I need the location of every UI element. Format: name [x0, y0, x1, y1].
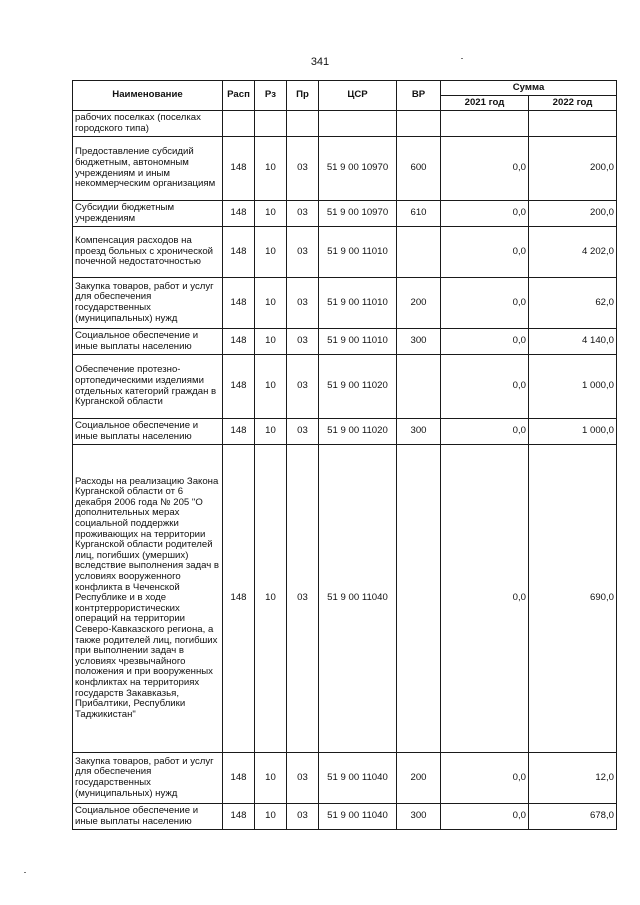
cell-pr: 03 [287, 804, 319, 830]
cell-rasp: 148 [223, 355, 255, 419]
cell-y1: 0,0 [441, 227, 529, 278]
cell-rz [255, 111, 287, 137]
table-row [73, 201, 617, 227]
cell-y1: 0,0 [441, 753, 529, 804]
cell-pr: 03 [287, 137, 319, 201]
table-row [73, 753, 617, 804]
cell-rasp: 148 [223, 278, 255, 329]
cell-vr: 200 [397, 278, 441, 329]
cell-csr: 51 9 00 11040 [319, 753, 397, 804]
col-header-name: Наименование [73, 81, 223, 111]
cell-vr: 300 [397, 419, 441, 445]
cell-rasp [223, 111, 255, 137]
cell-vr [397, 355, 441, 419]
cell-y1: 0,0 [441, 355, 529, 419]
cell-csr: 51 9 00 10970 [319, 201, 397, 227]
cell-y1: 0,0 [441, 445, 529, 753]
cell-name: Субсидии бюджетным учреждениям [73, 201, 223, 227]
col-header-sum: Сумма [441, 81, 617, 96]
cell-rz: 10 [255, 227, 287, 278]
cell-rasp: 148 [223, 329, 255, 355]
cell-y1: 0,0 [441, 419, 529, 445]
cell-csr: 51 9 00 11040 [319, 804, 397, 830]
cell-y2: 1 000,0 [529, 419, 617, 445]
cell-rz: 10 [255, 355, 287, 419]
col-header-2022: 2022 год [529, 96, 617, 111]
col-header-rz: Рз [255, 81, 287, 111]
cell-rz: 10 [255, 329, 287, 355]
cell-rasp: 148 [223, 419, 255, 445]
cell-pr: 03 [287, 753, 319, 804]
cell-csr: 51 9 00 11010 [319, 227, 397, 278]
cell-rz: 10 [255, 445, 287, 753]
cell-y2: 200,0 [529, 137, 617, 201]
cell-name: Предоставление субсидий бюджетным, автономным учреждениям и иным некоммерческим организациям [73, 137, 223, 201]
cell-y2: 200,0 [529, 201, 617, 227]
col-header-csr: ЦСР [319, 81, 397, 111]
page-number: 341 [310, 56, 330, 68]
cell-pr: 03 [287, 201, 319, 227]
cell-name: рабочих поселках (поселках городского типа) [73, 111, 223, 137]
cell-y1: 0,0 [441, 278, 529, 329]
cell-y1: 0,0 [441, 804, 529, 830]
cell-name: Компенсация расходов на проезд больных с хронической почечной недостаточностью [73, 227, 223, 278]
cell-vr: 300 [397, 804, 441, 830]
cell-name: Расходы на реализацию Закона Курганской области от 6 декабря 2006 года № 205 "О дополнительных мерах социальной поддержки проживающих на территории Курганской области родителей лиц, погибших (умерших) вследствие выполнения задач в условиях вооруженного конфликта в Чеченской Республике и в ходе контртеррористических операций на территории Северо-Кавказского региона, а также родителей лиц, погибших при выполнении задач в условиях чрезвычайного положения и при вооруженных конфликтах на территориях государств Закавказья, Прибалтики, Республики Таджикистан" [73, 445, 223, 753]
table-row [73, 111, 617, 137]
cell-y1: 0,0 [441, 329, 529, 355]
col-header-rasp: Расп [223, 81, 255, 111]
cell-rz: 10 [255, 804, 287, 830]
cell-name: Социальное обеспечение и иные выплаты населению [73, 329, 223, 355]
header-row [73, 81, 617, 96]
cell-pr [287, 111, 319, 137]
table-row [73, 137, 617, 201]
cell-pr: 03 [287, 445, 319, 753]
cell-csr: 51 9 00 11040 [319, 445, 397, 753]
cell-rz: 10 [255, 137, 287, 201]
scan-speck [24, 872, 26, 873]
cell-vr: 610 [397, 201, 441, 227]
cell-y2: 62,0 [529, 278, 617, 329]
cell-y2: 4 140,0 [529, 329, 617, 355]
table-row [73, 804, 617, 830]
cell-vr [397, 227, 441, 278]
cell-rasp: 148 [223, 804, 255, 830]
cell-rasp: 148 [223, 445, 255, 753]
cell-rasp: 148 [223, 227, 255, 278]
col-header-2021: 2021 год [441, 96, 529, 111]
cell-name: Обеспечение протезно-ортопедическими изделиями отдельных категорий граждан в Курганской области [73, 355, 223, 419]
cell-pr: 03 [287, 419, 319, 445]
cell-rz: 10 [255, 201, 287, 227]
cell-vr: 200 [397, 753, 441, 804]
table-row [73, 227, 617, 278]
col-header-pr: Пр [287, 81, 319, 111]
cell-y1: 0,0 [441, 137, 529, 201]
budget-table [72, 80, 617, 830]
cell-y2: 1 000,0 [529, 355, 617, 419]
cell-y2: 4 202,0 [529, 227, 617, 278]
cell-pr: 03 [287, 278, 319, 329]
cell-rasp: 148 [223, 753, 255, 804]
cell-y2 [529, 111, 617, 137]
table-row [73, 355, 617, 419]
cell-pr: 03 [287, 329, 319, 355]
cell-y1 [441, 111, 529, 137]
col-header-vr: ВР [397, 81, 441, 111]
cell-rz: 10 [255, 419, 287, 445]
cell-y2: 690,0 [529, 445, 617, 753]
table-row [73, 445, 617, 753]
table-row [73, 419, 617, 445]
cell-name: Социальное обеспечение и иные выплаты населению [73, 419, 223, 445]
cell-vr [397, 111, 441, 137]
cell-pr: 03 [287, 355, 319, 419]
cell-y2: 678,0 [529, 804, 617, 830]
scan-speck [461, 58, 463, 59]
cell-y2: 12,0 [529, 753, 617, 804]
cell-name: Закупка товаров, работ и услуг для обеспечения государственных (муниципальных) нужд [73, 753, 223, 804]
cell-csr: 51 9 00 11010 [319, 329, 397, 355]
cell-csr: 51 9 00 11010 [319, 278, 397, 329]
cell-vr: 300 [397, 329, 441, 355]
cell-csr: 51 9 00 11020 [319, 355, 397, 419]
cell-csr: 51 9 00 11020 [319, 419, 397, 445]
cell-rasp: 148 [223, 201, 255, 227]
table-body [73, 111, 617, 830]
cell-y1: 0,0 [441, 201, 529, 227]
table-row [73, 278, 617, 329]
cell-csr [319, 111, 397, 137]
cell-vr [397, 445, 441, 753]
cell-rz: 10 [255, 278, 287, 329]
cell-name: Закупка товаров, работ и услуг для обеспечения государственных (муниципальных) нужд [73, 278, 223, 329]
cell-vr: 600 [397, 137, 441, 201]
cell-rasp: 148 [223, 137, 255, 201]
table-row [73, 329, 617, 355]
cell-rz: 10 [255, 753, 287, 804]
cell-name: Социальное обеспечение и иные выплаты населению [73, 804, 223, 830]
cell-pr: 03 [287, 227, 319, 278]
cell-csr: 51 9 00 10970 [319, 137, 397, 201]
